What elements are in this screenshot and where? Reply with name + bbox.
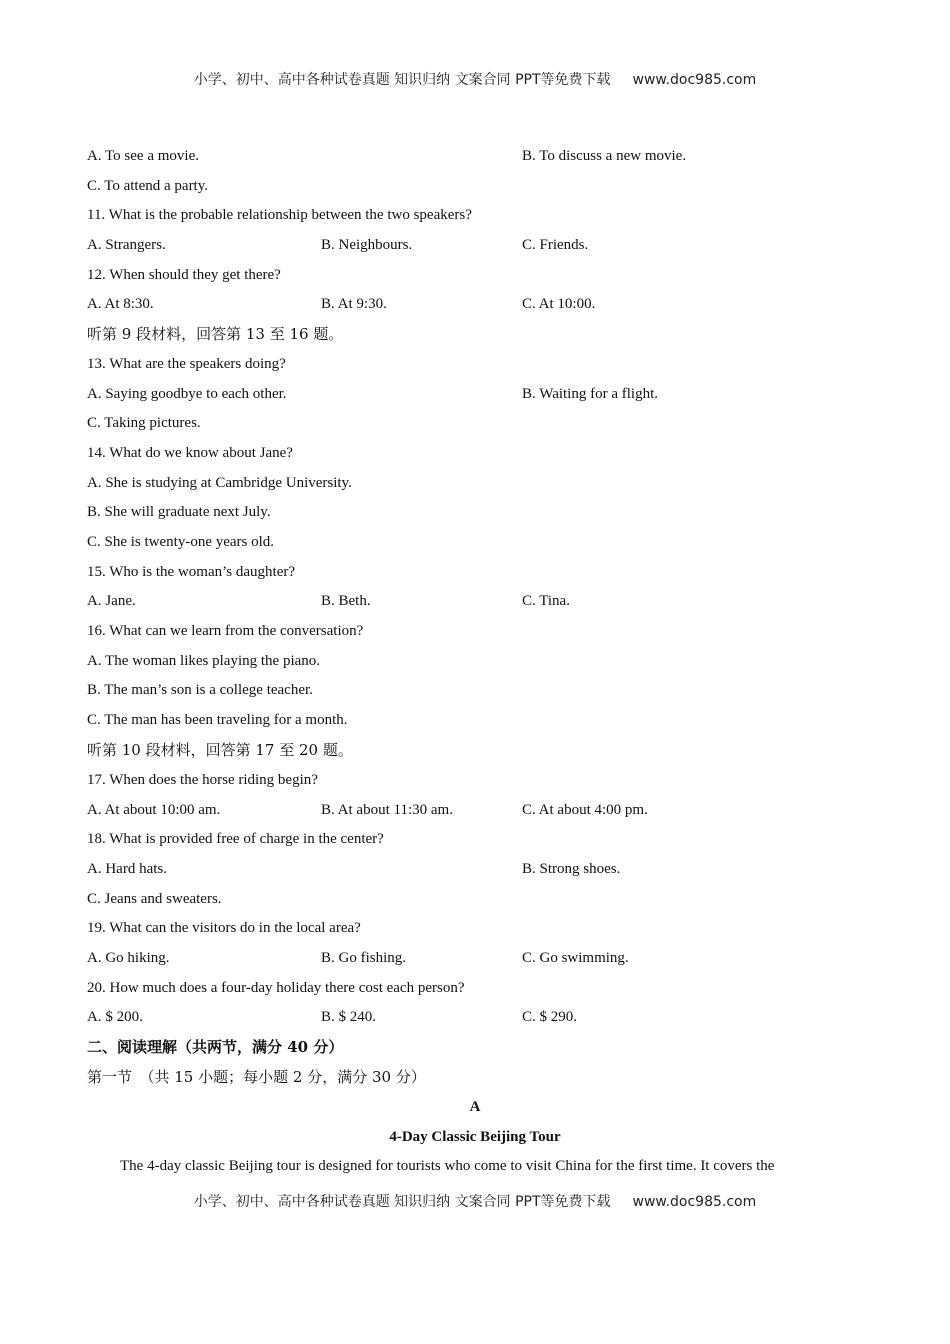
part-2-heading: 二、阅读理解（共两节，满分 40 分）	[87, 1038, 344, 1056]
passage-title: 4-Day Classic Beijing Tour	[389, 1129, 561, 1145]
q15-question: 15. Who is the woman’s daughter?	[87, 564, 296, 580]
q14-option-c: C. She is twenty-one years old.	[87, 534, 275, 550]
q11-question: 11. What is the probable relationship between the two speakers?	[87, 207, 472, 223]
passage-first-line: The 4-day classic Beijing tour is designed for tourists who come to visit China for the first time. It covers the	[120, 1158, 775, 1174]
passage-letter: A	[469, 1099, 481, 1115]
q13-option-c: C. Taking pictures.	[87, 415, 201, 431]
q15-option-a: A. Jane.	[87, 593, 136, 609]
q10-option-b: B. To discuss a new movie.	[522, 148, 687, 164]
q19-option-c: C. Go swimming.	[522, 950, 629, 966]
q19-question: 19. What can the visitors do in the local area?	[87, 920, 361, 936]
q20-option-a: A. $ 200.	[87, 1009, 143, 1025]
page-header	[0, 69, 950, 89]
header-site-link[interactable]: www.doc985.com	[632, 72, 757, 88]
q17-option-a: A. At about 10:00 am.	[87, 802, 221, 818]
q12-option-b: B. At 9:30.	[321, 296, 387, 312]
header-text: 小学、初中、高中各种试卷真题 知识归纳 文案合同 PPT等免费下载	[193, 72, 611, 88]
q18-option-b: B. Strong shoes.	[522, 861, 621, 877]
q15-option-b: B. Beth.	[321, 593, 371, 609]
part-2-subheading: 第一节 （共 15 小题；每小题 2 分，满分 30 分）	[87, 1068, 426, 1086]
q17-option-b: B. At about 11:30 am.	[321, 802, 453, 818]
q11-option-c: C. Friends.	[522, 237, 589, 253]
q13-option-b: B. Waiting for a flight.	[522, 386, 658, 402]
q13-question: 13. What are the speakers doing?	[87, 356, 286, 372]
q12-question: 12. When should they get there?	[87, 267, 281, 283]
q11-option-a: A. Strangers.	[87, 237, 166, 253]
q16-option-a: A. The woman likes playing the piano.	[87, 653, 321, 669]
q14-option-b: B. She will graduate next July.	[87, 504, 271, 520]
q16-question: 16. What can we learn from the conversation?	[87, 623, 364, 639]
q18-option-a: A. Hard hats.	[87, 861, 167, 877]
q11-option-b: B. Neighbours.	[321, 237, 413, 253]
q12-option-a: A. At 8:30.	[87, 296, 154, 312]
q20-option-b: B. $ 240.	[321, 1009, 377, 1025]
q17-option-c: C. At about 4:00 pm.	[522, 802, 648, 818]
q17-question: 17. When does the horse riding begin?	[87, 772, 318, 788]
q13-option-a: A. Saying goodbye to each other.	[87, 386, 287, 402]
page-footer	[0, 1191, 950, 1211]
section-10-instruction: 听第 10 段材料，回答第 17 至 20 题。	[87, 741, 353, 759]
section-9-instruction: 听第 9 段材料，回答第 13 至 16 题。	[87, 325, 344, 343]
q20-question: 20. How much does a four-day holiday there cost each person?	[87, 980, 465, 996]
q14-question: 14. What do we know about Jane?	[87, 445, 293, 461]
footer-text: 小学、初中、高中各种试卷真题 知识归纳 文案合同 PPT等免费下载	[193, 1194, 611, 1210]
q19-option-a: A. Go hiking.	[87, 950, 170, 966]
q18-option-c: C. Jeans and sweaters.	[87, 891, 222, 907]
q10-option-c: C. To attend a party.	[87, 178, 209, 194]
q10-option-a: A. To see a movie.	[87, 148, 199, 164]
q20-option-c: C. $ 290.	[522, 1009, 578, 1025]
q19-option-b: B. Go fishing.	[321, 950, 407, 966]
q12-option-c: C. At 10:00.	[522, 296, 596, 312]
q16-option-c: C. The man has been traveling for a month.	[87, 712, 348, 728]
footer-site-link[interactable]: www.doc985.com	[632, 1194, 757, 1210]
q15-option-c: C. Tina.	[522, 593, 570, 609]
q16-option-b: B. The man’s son is a college teacher.	[87, 682, 313, 698]
q18-question: 18. What is provided free of charge in the center?	[87, 831, 384, 847]
q14-option-a: A. She is studying at Cambridge University.	[87, 475, 352, 491]
